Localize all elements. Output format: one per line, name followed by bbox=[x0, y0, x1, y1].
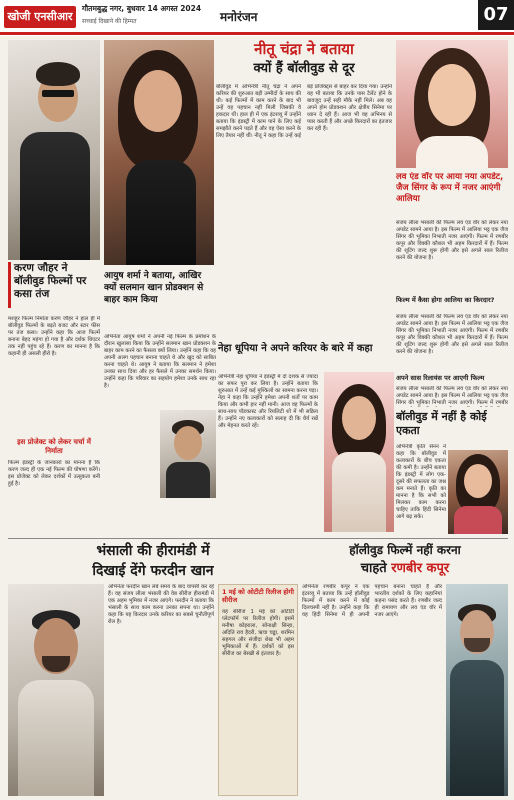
kriti-sanon-body: अभिनेत्री कृति सेनन ने कहा कि बॉलीवुड में कलाकारों के बीच एकता की कमी है। उन्होंने बताया कि इंडस्ट्री में लोग एक-दूसरे की सफलता का जश्न कम मनाते हैं। कृति का मानना है कि सभी को मिलकर काम करना चाहिए ताकि हिंदी सिनेमा आगे बढ़ सके। bbox=[396, 444, 446, 520]
aayush-sharma-headline: आयुष शर्मा ने बताया, आखिर क्यों सलमान खान प्रोडक्शन से बाहर काम किया bbox=[104, 271, 204, 305]
neetu-chandra-story bbox=[216, 40, 392, 340]
neetu-chandra-photo bbox=[104, 40, 214, 265]
fardeen-khan-photo bbox=[8, 584, 104, 796]
masthead-info bbox=[82, 4, 232, 25]
karan-johar-story bbox=[8, 262, 100, 532]
karan-johar-subhead: इस प्रोजेक्ट को लेकर चर्चा में निर्माता bbox=[17, 438, 91, 455]
tagline: सच्चाई दिखाने की हिम्मत bbox=[82, 18, 137, 25]
neha-dhupia-photo bbox=[324, 372, 394, 532]
karan-johar-headline: करण जौहर ने बॉलीवुड फिल्मों पर कसा तंज bbox=[14, 262, 87, 300]
fardeen-khan-headline-1: भंसाली की हीरामंडी में bbox=[96, 543, 210, 559]
section-divider bbox=[8, 538, 508, 539]
fardeen-khan-headline-2: दिखाई देंगे फरदीन खान bbox=[92, 563, 214, 579]
alia-bhatt-body-3: संजय लीला भंसाली की फिल्म लव एंड वॉर को लेकर नया अपडेट सामने आया है। इस फिल्म में आलिया भट्ट एक जैज सिंगर की भूमिका निभाती नजर आएंगी। फिल्म में रणबीर bbox=[396, 386, 508, 406]
alia-bhatt-body-2: संजय लीला भंसाली की फिल्म लव एंड वॉर को लेकर नया अपडेट सामने आया है। इस फिल्म में आलिया भट्ट एक जैज सिंगर की भूमिका निभाती नजर आएंगी। फिल्म में रणबीर कपूर और विक्की कौशल भी अहम किरदारों में हैं। फिल्म की शूटिंग जल्द शुरू होगी और इसे अगले साल रिलीज करने की योजना है। bbox=[396, 314, 508, 355]
aayush-sharma-body: अभिनेता आयुष शर्मा ने अपनी नई फिल्म के प्रमोशन के दौरान खुलासा किया कि उन्होंने सलमान खान प्रोडक्शन के बाहर काम करने का फैसला क्यों लिया। उन्होंने कहा कि वह अपनी अलग पहचान बनाना चाहते थे और खुद को साबित करना चाहते थे। आयुष ने बताया कि सलमान ने हमेशा उनका साथ दिया और हर फैसले में उनका समर्थन किया। उन्होंने कहा कि परिवार का सहयोग हमेशा उनके साथ रहा है। bbox=[104, 334, 216, 389]
issue-date: गौतमबुद्ध नगर, बुधवार 14 अगस्त 2024 bbox=[82, 4, 202, 13]
alia-bhatt-body: संजय लीला भंसाली की फिल्म लव एंड वॉर को लेकर नया अपडेट सामने आया है। इस फिल्म में आलिया भट्ट एक जैज सिंगर की भूमिका निभाती नजर आएंगी। फिल्म में रणबीर कपूर और विक्की कौशल भी अहम किरदारों में हैं। फिल्म की शूटिंग जल्द शुरू होगी और इसे अगले साल रिलीज करने की योजना है। bbox=[396, 220, 508, 261]
karan-johar-body: मशहूर फिल्म निर्माता करण जौहर ने हाल ही में बॉलीवुड फिल्मों के बढ़ते बजट और स्टार फीस पर तंज कसा। उन्होंने कहा कि आज फिल्में बनाना बेहद महंगा हो गया है और दर्शक थिएटर तक नहीं पहुंच रहे हैं। करण का मानना है कि कहानी ही असली हीरो है। bbox=[8, 316, 100, 357]
page-number: 07 bbox=[478, 0, 514, 30]
fardeen-khan-body: अभिनेता फरदीन खान लंबे समय के बाद वापसी कर रहे हैं। वह संजय लीला भंसाली की वेब सीरीज हीरामंडी में एक अहम भूमिका में नजर आएंगे। फरदीन ने बताया कि भंसाली के साथ काम करना उनका सपना था। उन्होंने कहा कि यह किरदार उनके करियर का सबसे चुनौतीपूर्ण रोल है। bbox=[108, 584, 214, 625]
ranbir-kapoor-headline-2: चाहते bbox=[360, 561, 387, 576]
karan-johar-photo bbox=[8, 40, 100, 260]
fardeen-khan-box-body: यह सीरीज 1 मई को ओटीटी प्लेटफॉर्म पर रिलीज होगी। इसमें मनीषा कोइराला, सोनाक्षी सिन्हा, अदिति राव हैदरी, ऋचा चड्ढा, शरमिन सहगल और संजीदा शेख भी अहम भूमिकाओं में हैं। दर्शकों को इस सीरीज का बेसब्री से इंतजार है। bbox=[222, 609, 294, 657]
alia-bhatt-subhead-2: अपने सास रिलायंस पर आएगी फिल्म bbox=[396, 374, 485, 382]
neetu-chandra-body: बॉलीवुड में अभिनेत्री नीतू चंद्रा ने अपने करियर की शुरुआत बड़ी उम्मीदों के साथ की थी। कई फिल्मों में काम करने के बाद भी उन्हें वह पहचान नहीं मिली जिसकी वे हकदार थीं। हाल ही में एक इंटरव्यू में उन्होंने बताया कि इंडस्ट्री में काम पाने के लिए कई समझौते करने पड़ते हैं और वह ऐसा करने के लिए तैयार नहीं थीं। नीतू ने कहा कि उन्हें कई बड़े प्रोजेक्ट्स से बाहर कर दिया गया। उन्होंने यह भी बताया कि उनके पास टैलेंट होने के बावजूद उन्हें सही मौके नहीं मिले। अब वह अपने होम प्रोडक्शन और क्षेत्रीय सिनेमा पर ध्यान दे रही हैं। आज भी वह अभिनय से प्यार करती हैं और अच्छे किरदारों का इंतजार कर रही हैं। bbox=[216, 84, 392, 139]
karan-johar-body-2: फिल्म इंडस्ट्री के जानकारों का मानना है कि करण जल्द ही एक नई फिल्म की घोषणा करेंगे। इस प्रोजेक्ट को लेकर दर्शकों में उत्सुकता बनी हुई है। bbox=[8, 460, 100, 487]
alia-bhatt-story bbox=[396, 172, 508, 407]
ranbir-kapoor-headline-1: हॉलीवुड फिल्में नहीं करना bbox=[349, 543, 461, 557]
alia-bhatt-headline: लव एंड वॉर पर आया नया अपडेट, जैज सिंगर के रूप में नजर आएंगी आलिया bbox=[396, 172, 504, 204]
masthead-rule bbox=[0, 32, 514, 35]
ranbir-kapoor-headline-name: रणबीर कपूर bbox=[391, 561, 450, 576]
kriti-sanon-headline: बॉलीवुड में नहीं है कोई एकता bbox=[396, 410, 487, 437]
fardeen-khan-box bbox=[218, 584, 298, 796]
aayush-sharma-photo bbox=[160, 410, 216, 498]
neha-dhupia-body: अभिनेत्री नेहा धूपिया ने इंडस्ट्री में दो दशक से ज्यादा का सफर पूरा कर लिया है। उन्होंने बताया कि शुरुआत में उन्हें कई मुश्किलों का सामना करना पड़ा। नेहा ने कहा कि उन्होंने हमेशा अपनी शर्तों पर काम किया और कभी हार नहीं मानी। आज वह फिल्मों के साथ-साथ पॉडकास्ट और रियलिटी शो में भी सक्रिय हैं। उन्होंने नए कलाकारों को सलाह दी कि धैर्य रखें और मेहनत करते रहें। bbox=[218, 374, 318, 429]
neha-dhupia-headline: नेहा धूपिया ने अपने करियर के बारे में कहा bbox=[218, 343, 373, 354]
alia-bhatt-subhead-1: फिल्म में कैसा होगा आलिया का किरदार? bbox=[396, 296, 495, 304]
ranbir-kapoor-photo bbox=[446, 584, 508, 796]
section-title: मनोरंजन bbox=[220, 10, 258, 24]
alia-bhatt-photo bbox=[396, 40, 508, 168]
masthead bbox=[0, 0, 514, 36]
ranbir-kapoor-body: अभिनेता रणबीर कपूर ने एक इंटरव्यू में बताया कि उन्हें हॉलीवुड फिल्मों में काम करने में कोई दिलचस्पी नहीं है। उन्होंने कहा कि वह हिंदी सिनेमा में ही अपनी पहचान बनाना चाहते हैं और भारतीय दर्शकों के लिए कहानियां कहना पसंद करते हैं। रणबीर जल्द ही रामायण और लव एंड वॉर में नजर आएंगे। bbox=[302, 584, 442, 618]
neetu-chandra-headline-1: नीतू चंद्रा ने बताया bbox=[254, 40, 354, 58]
fardeen-khan-box-title: 1 मई को ओटीटी रिलीज होगी सीरीज bbox=[222, 588, 294, 604]
neetu-chandra-headline-2: क्यों हैं बॉलीवुड से दूर bbox=[253, 61, 355, 76]
kriti-sanon-photo bbox=[448, 450, 508, 534]
newspaper-logo: खोजी एनसीआर bbox=[4, 6, 76, 28]
